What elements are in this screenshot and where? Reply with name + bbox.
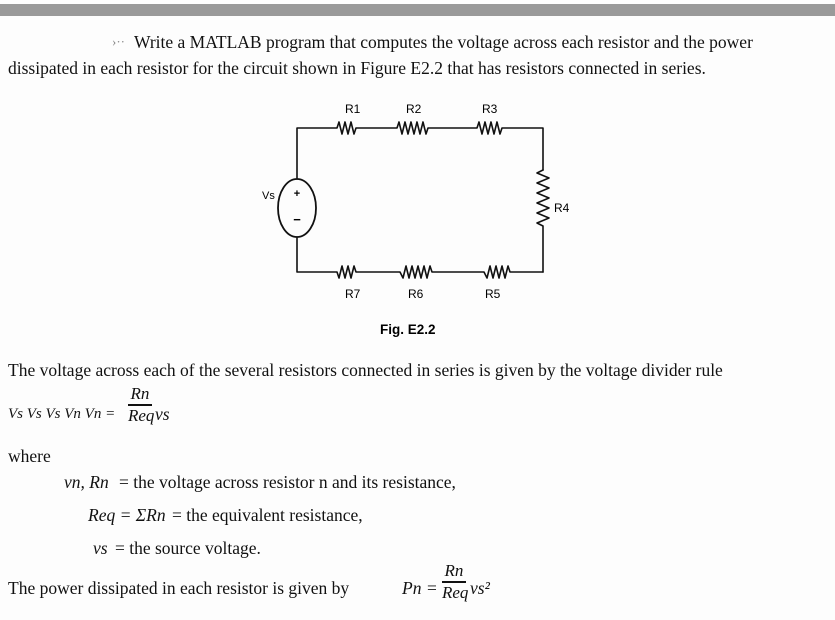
- def2-symbol: Req = ΣRn: [88, 505, 166, 525]
- def1-text: = the voltage across resistor n and its resistance,: [119, 472, 456, 492]
- where-label: where: [8, 446, 51, 466]
- divider-denominator: Req: [128, 405, 155, 425]
- divider-rule-text: The voltage across each of the several resistors connected in series is given by the voltage divider rule: [8, 360, 723, 380]
- source-plus: +: [293, 188, 301, 200]
- bottom-wire: [297, 238, 543, 278]
- def3-text: = the source voltage.: [115, 538, 261, 558]
- power-rhs: vs²: [470, 578, 490, 598]
- resistor-label-r5: R5: [485, 287, 501, 301]
- intro-line-1: Write a MATLAB program that computes the voltage across each resistor and the power: [134, 32, 753, 52]
- power-denominator: Req: [442, 582, 469, 602]
- garbled-prefix: Vs Vs Vs Vn Vn =: [8, 406, 116, 422]
- power-fraction: [442, 561, 469, 602]
- source-label: Vs: [262, 190, 275, 202]
- divider-rhs: vs: [155, 404, 170, 424]
- power-numerator: Rn: [444, 561, 464, 580]
- divider-fraction: [128, 384, 155, 425]
- figure-caption: Fig. E2.2: [380, 322, 436, 337]
- resistor-label-r7: R7: [345, 287, 361, 301]
- resistor-label-r2: R2: [406, 102, 422, 116]
- resistor-label-r4: R4: [554, 201, 570, 215]
- top-wire: [297, 122, 543, 178]
- right-wire-r4: [537, 170, 549, 272]
- def3-symbol: vs: [93, 538, 108, 558]
- source-minus: −: [293, 212, 301, 227]
- problem-marker: ›··: [112, 34, 125, 49]
- resistor-label-r1: R1: [345, 102, 361, 116]
- power-lhs: Pn =: [402, 578, 438, 598]
- power-text: The power dissipated in each resistor is given by: [8, 578, 350, 598]
- resistor-label-r6: R6: [408, 287, 424, 301]
- def1-symbol: vn, Rn: [64, 472, 109, 492]
- resistor-label-r3: R3: [482, 102, 498, 116]
- divider-numerator: Rn: [130, 384, 150, 403]
- def2-text: = the equivalent resistance,: [172, 505, 363, 525]
- intro-line-2: dissipated in each resistor for the circuit shown in Figure E2.2 that has resistors connected in series.: [8, 58, 706, 78]
